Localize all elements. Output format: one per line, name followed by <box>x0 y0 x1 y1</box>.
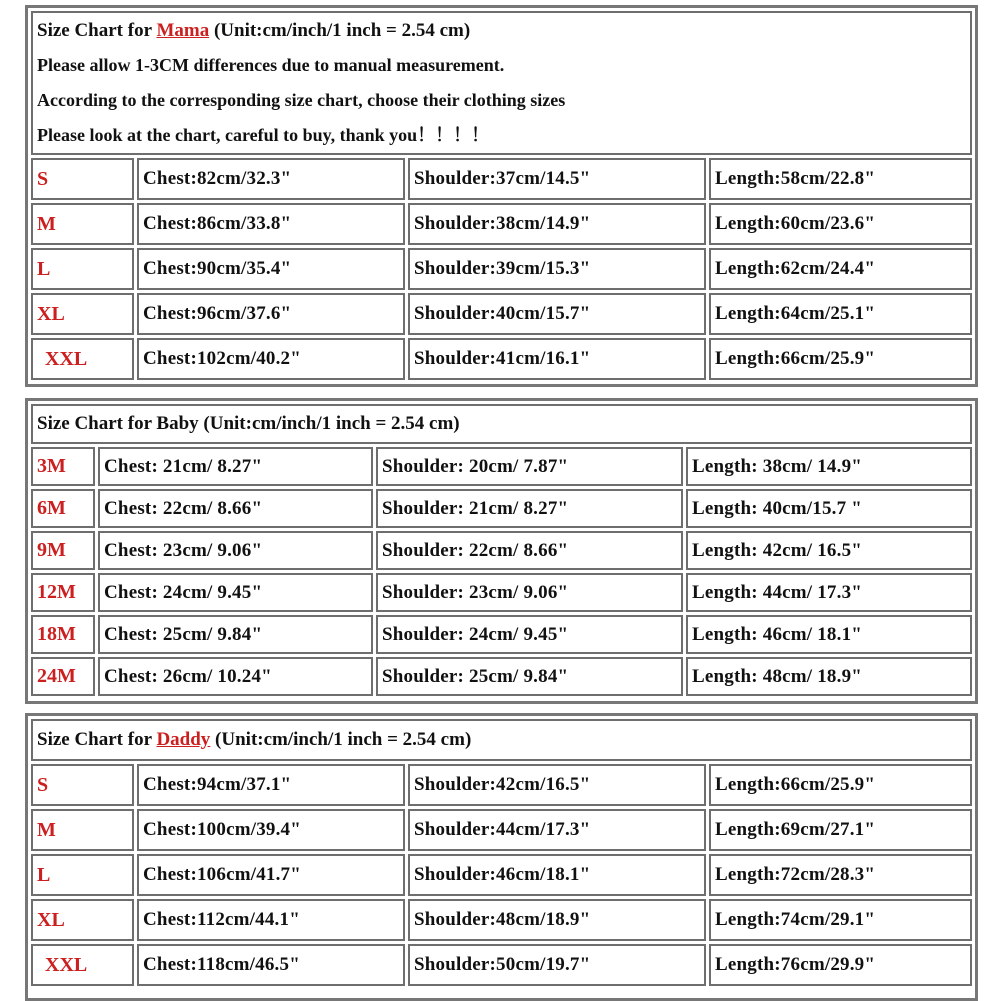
table-row <box>31 854 972 896</box>
size-label: XXL <box>31 338 134 380</box>
shoulder-cell: Shoulder:41cm/16.1" <box>408 338 706 380</box>
chest-cell: Chest: 25cm/ 9.84" <box>98 615 373 654</box>
daddy-title-highlight: Daddy <box>156 729 211 750</box>
length-cell: Length:69cm/27.1" <box>709 809 972 851</box>
chest-cell: Chest:112cm/44.1" <box>137 899 405 941</box>
length-cell: Length: 46cm/ 18.1" <box>686 615 972 654</box>
size-label: L <box>31 854 134 896</box>
chest-cell: Chest: 21cm/ 8.27" <box>98 447 373 486</box>
table-row <box>31 899 972 941</box>
size-label: XL <box>31 293 134 335</box>
chest-cell: Chest:100cm/39.4" <box>137 809 405 851</box>
shoulder-cell: Shoulder:39cm/15.3" <box>408 248 706 290</box>
length-cell: Length: 38cm/ 14.9" <box>686 447 972 486</box>
baby-size-table <box>28 401 975 699</box>
daddy-size-table <box>28 716 975 989</box>
table-row <box>31 248 972 290</box>
size-label: 3M <box>31 447 95 486</box>
shoulder-cell: Shoulder: 20cm/ 7.87" <box>376 447 683 486</box>
shoulder-cell: Shoulder:44cm/17.3" <box>408 809 706 851</box>
chest-cell: Chest:82cm/32.3" <box>137 158 405 200</box>
mama-size-chart <box>25 5 978 387</box>
chest-cell: Chest:102cm/40.2" <box>137 338 405 380</box>
length-cell: Length: 42cm/ 16.5" <box>686 531 972 570</box>
table-row <box>31 338 972 380</box>
daddy-size-chart <box>25 713 978 1001</box>
chest-cell: Chest:118cm/46.5" <box>137 944 405 986</box>
chest-cell: Chest: 24cm/ 9.45" <box>98 573 373 612</box>
baby-title: Size Chart for Baby (Unit:cm/inch/1 inch = 2.54 cm) <box>31 404 972 444</box>
table-row <box>31 447 972 486</box>
size-label: S <box>31 764 134 806</box>
table-row <box>31 615 972 654</box>
mama-header <box>31 11 972 155</box>
shoulder-cell: Shoulder:48cm/18.9" <box>408 899 706 941</box>
table-row <box>31 531 972 570</box>
mama-note-3: Please look at the chart, careful to buy, thank you！！！！ <box>37 125 490 145</box>
chest-cell: Chest: 26cm/ 10.24" <box>98 657 373 696</box>
table-row <box>31 489 972 528</box>
shoulder-cell: Shoulder: 25cm/ 9.84" <box>376 657 683 696</box>
baby-size-chart <box>25 398 978 704</box>
length-cell: Length:66cm/25.9" <box>709 764 972 806</box>
chest-cell: Chest:94cm/37.1" <box>137 764 405 806</box>
shoulder-cell: Shoulder:42cm/16.5" <box>408 764 706 806</box>
shoulder-cell: Shoulder: 24cm/ 9.45" <box>376 615 683 654</box>
size-label: 12M <box>31 573 95 612</box>
length-cell: Length:62cm/24.4" <box>709 248 972 290</box>
size-label: XXL <box>31 944 134 986</box>
shoulder-cell: Shoulder:37cm/14.5" <box>408 158 706 200</box>
length-cell: Length:58cm/22.8" <box>709 158 972 200</box>
table-row <box>31 657 972 696</box>
length-cell: Length:66cm/25.9" <box>709 338 972 380</box>
shoulder-cell: Shoulder:40cm/15.7" <box>408 293 706 335</box>
shoulder-cell: Shoulder:46cm/18.1" <box>408 854 706 896</box>
table-row <box>31 944 972 986</box>
table-row <box>31 809 972 851</box>
size-label: M <box>31 203 134 245</box>
length-cell: Length:64cm/25.1" <box>709 293 972 335</box>
length-cell: Length:60cm/23.6" <box>709 203 972 245</box>
size-label: XL <box>31 899 134 941</box>
length-cell: Length: 48cm/ 18.9" <box>686 657 972 696</box>
chest-cell: Chest: 23cm/ 9.06" <box>98 531 373 570</box>
chest-cell: Chest:90cm/35.4" <box>137 248 405 290</box>
length-cell: Length: 40cm/15.7 " <box>686 489 972 528</box>
chest-cell: Chest:106cm/41.7" <box>137 854 405 896</box>
shoulder-cell: Shoulder: 22cm/ 8.66" <box>376 531 683 570</box>
table-row <box>31 203 972 245</box>
mama-size-table <box>28 8 975 383</box>
length-cell: Length:72cm/28.3" <box>709 854 972 896</box>
size-label: 18M <box>31 615 95 654</box>
size-label: M <box>31 809 134 851</box>
mama-title-highlight: Mama <box>156 20 210 41</box>
length-cell: Length:74cm/29.1" <box>709 899 972 941</box>
daddy-title: Size Chart for Daddy (Unit:cm/inch/1 inch = 2.54 cm) <box>31 719 972 761</box>
size-label: S <box>31 158 134 200</box>
mama-note-1: Please allow 1-3CM differences due to manual measurement. <box>37 55 505 75</box>
mama-note-2: According to the corresponding size chart, choose their clothing sizes <box>37 90 566 110</box>
size-label: 9M <box>31 531 95 570</box>
table-row <box>31 573 972 612</box>
chest-cell: Chest:96cm/37.6" <box>137 293 405 335</box>
size-label: 6M <box>31 489 95 528</box>
chest-cell: Chest: 22cm/ 8.66" <box>98 489 373 528</box>
size-label: L <box>31 248 134 290</box>
size-label: 24M <box>31 657 95 696</box>
length-cell: Length:76cm/29.9" <box>709 944 972 986</box>
mama-title: Size Chart for Mama (Unit:cm/inch/1 inch = 2.54 cm) <box>37 20 471 41</box>
table-row <box>31 293 972 335</box>
shoulder-cell: Shoulder: 23cm/ 9.06" <box>376 573 683 612</box>
table-row <box>31 764 972 806</box>
shoulder-cell: Shoulder:50cm/19.7" <box>408 944 706 986</box>
shoulder-cell: Shoulder: 21cm/ 8.27" <box>376 489 683 528</box>
length-cell: Length: 44cm/ 17.3" <box>686 573 972 612</box>
chest-cell: Chest:86cm/33.8" <box>137 203 405 245</box>
shoulder-cell: Shoulder:38cm/14.9" <box>408 203 706 245</box>
table-row <box>31 158 972 200</box>
